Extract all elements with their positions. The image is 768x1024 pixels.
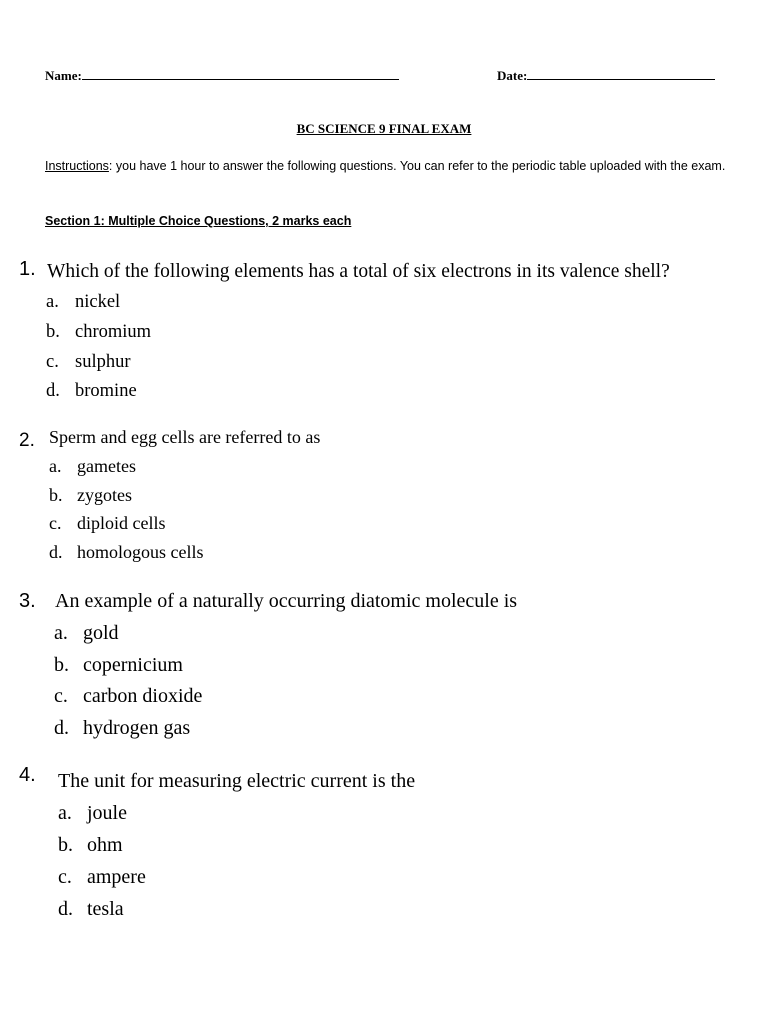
option-text: joule	[87, 802, 127, 824]
option-letter: c.	[46, 352, 59, 372]
option-letter: c.	[58, 866, 72, 888]
option-letter: b.	[54, 654, 69, 676]
option-b[interactable]	[54, 654, 183, 677]
option-d[interactable]	[58, 898, 124, 921]
option-text: homologous cells	[77, 542, 204, 562]
option-text: sulphur	[75, 352, 131, 372]
question-text: Which of the following elements has a total of six electrons in its valence shell?	[47, 261, 670, 282]
option-letter: c.	[49, 513, 62, 533]
option-letter: b.	[58, 834, 73, 856]
option-text: tesla	[87, 898, 124, 920]
option-text: copernicium	[83, 654, 183, 676]
question-text: The unit for measuring electric current is the	[58, 770, 416, 792]
option-b[interactable]	[46, 322, 151, 343]
option-text: zygotes	[77, 485, 132, 505]
option-a[interactable]	[46, 292, 120, 313]
question-text: An example of a naturally occurring diatomic molecule is	[55, 590, 518, 612]
option-c[interactable]	[49, 513, 166, 534]
option-text: diploid cells	[77, 513, 166, 533]
instructions	[45, 157, 735, 175]
name-field	[45, 66, 399, 84]
option-text: nickel	[75, 292, 121, 312]
date-blank-line[interactable]	[527, 66, 715, 80]
option-b[interactable]	[58, 834, 123, 857]
section-title: Section 1: Multiple Choice Questions, 2 marks each	[45, 214, 352, 228]
option-letter: d.	[49, 542, 63, 562]
option-text: ampere	[87, 866, 146, 888]
option-text: carbon dioxide	[83, 685, 203, 707]
question-number: 4.	[19, 764, 36, 786]
question-text: Sperm and egg cells are referred to as	[49, 427, 321, 447]
option-d[interactable]	[49, 542, 204, 563]
option-text: bromine	[75, 381, 137, 401]
exam-title: BC SCIENCE 9 FINAL EXAM	[296, 121, 472, 136]
option-letter: a.	[58, 802, 72, 824]
option-letter: c.	[54, 685, 68, 707]
option-letter: d.	[46, 381, 60, 401]
option-a[interactable]	[54, 622, 119, 645]
option-letter: a.	[54, 622, 68, 644]
option-text: ohm	[87, 834, 123, 856]
option-letter: b.	[49, 485, 63, 505]
option-letter: d.	[58, 898, 73, 920]
option-text: hydrogen gas	[83, 717, 191, 739]
option-letter: d.	[54, 717, 69, 739]
question-number: 3.	[19, 590, 36, 612]
instructions-text: : you have 1 hour to answer the following questions. You can refer to the periodic table uploaded with the exam.	[108, 159, 726, 173]
option-text: gametes	[77, 456, 136, 476]
option-b[interactable]	[49, 485, 132, 506]
option-a[interactable]	[58, 802, 127, 825]
question-number: 1.	[19, 258, 36, 280]
option-c[interactable]	[46, 352, 131, 373]
option-letter: a.	[46, 292, 59, 312]
option-d[interactable]	[46, 381, 137, 402]
option-c[interactable]	[58, 866, 146, 889]
name-label: Name:	[45, 68, 82, 83]
option-letter: b.	[46, 322, 60, 342]
option-text: chromium	[75, 322, 152, 342]
option-d[interactable]	[54, 717, 190, 740]
date-field	[497, 66, 715, 84]
name-blank-line[interactable]	[82, 66, 399, 80]
option-letter: a.	[49, 456, 62, 476]
option-a[interactable]	[49, 456, 136, 477]
question-number: 2.	[19, 430, 35, 451]
option-text: gold	[83, 622, 119, 644]
date-label: Date:	[497, 68, 528, 83]
option-c[interactable]	[54, 685, 202, 708]
instructions-label: Instructions	[45, 159, 109, 173]
